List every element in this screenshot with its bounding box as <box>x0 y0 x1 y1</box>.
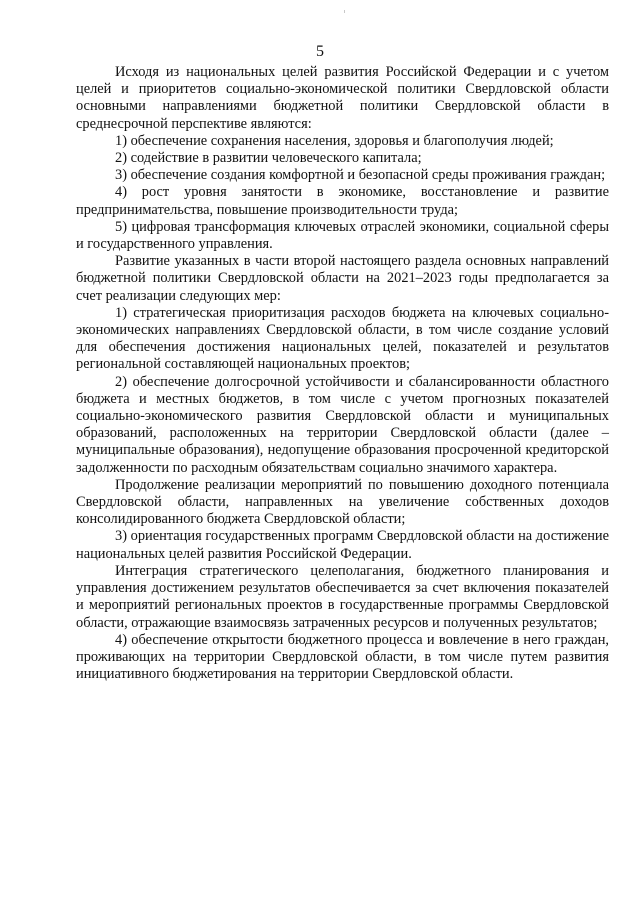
paragraph-measures-intro: Развитие указанных в части второй настоящего раздела основных направлений бюджетной политики Свердловской области на 2021–2023 годы предполагается за счет реализации следующих мер: <box>76 253 609 304</box>
paragraph-integration: Интеграция стратегического целеполагания, бюджетного планирования и управления достижением результатов обеспечивается за счет включения показателей и мероприятий региональных проектов в государственные программы Свердловской области, отражающие взаимосвязь затраченных ресурсов и полученных результатов; <box>76 562 609 631</box>
list-item-5-digital-transformation: 5) цифровая трансформация ключевых отраслей экономики, социальной сферы и государственного управления. <box>76 218 609 253</box>
list-item-1-population: 1) обеспечение сохранения населения, здоровья и благополучия людей; <box>115 132 554 149</box>
list-item-3-living-environment: 3) обеспечение создания комфортной и безопасной среды проживания граждан; <box>115 167 606 184</box>
list-item-2-human-capital: 2) содействие в развитии человеческого капитала; <box>115 150 422 167</box>
measure-item-2-sustainability: 2) обеспечение долгосрочной устойчивости и сбалансированности областного бюджета и местных бюджетов, в том числе с учетом прогнозных показателей социально-экономического развития Свердловской области и муниципальных образований, расположенных на территории Свердловской области (далее – муниципальные образования), недопущение образования просроченной кредиторской задолженности по расходным обязательствам социально значимого характера. <box>76 373 609 476</box>
scan-speck <box>344 10 345 13</box>
paragraph-revenue-potential: Продолжение реализации мероприятий по повышению доходного потенциала Свердловской области, направленных на увеличение собственных доходов консолидированного бюджета Свердловской области; <box>76 476 609 528</box>
list-item-4-employment: 4) рост уровня занятости в экономике, восстановление и развитие предпринимательства, повышение производительности труда; <box>76 184 609 218</box>
paragraph-intro: Исходя из национальных целей развития Российской Федерации и с учетом целей и приоритетов социально-экономической политики Свердловской области основными направлениями бюджетной политики Свердловской области в среднесрочной перспективе являются: <box>76 64 609 132</box>
measure-item-3-state-programs: 3) ориентация государственных программ Свердловской области на достижение национальных целей развития Российской Федерации. <box>76 528 609 562</box>
document-body <box>76 64 609 683</box>
page-number: 5 <box>316 43 324 60</box>
measure-item-4-openness: 4) обеспечение открытости бюджетного процесса и вовлечение в него граждан, проживающих на территории Свердловской области, в том числе путем развития инициативного бюджетирования на территории Свердловской области. <box>76 631 609 683</box>
measure-item-1-prioritization: 1) стратегическая приоритизация расходов бюджета на ключевых социально-экономических направлениях Свердловской области, в том числе создание условий для обеспечения достижения национальных целей, показателей и результатов региональной составляющей национальных проектов; <box>76 304 609 373</box>
